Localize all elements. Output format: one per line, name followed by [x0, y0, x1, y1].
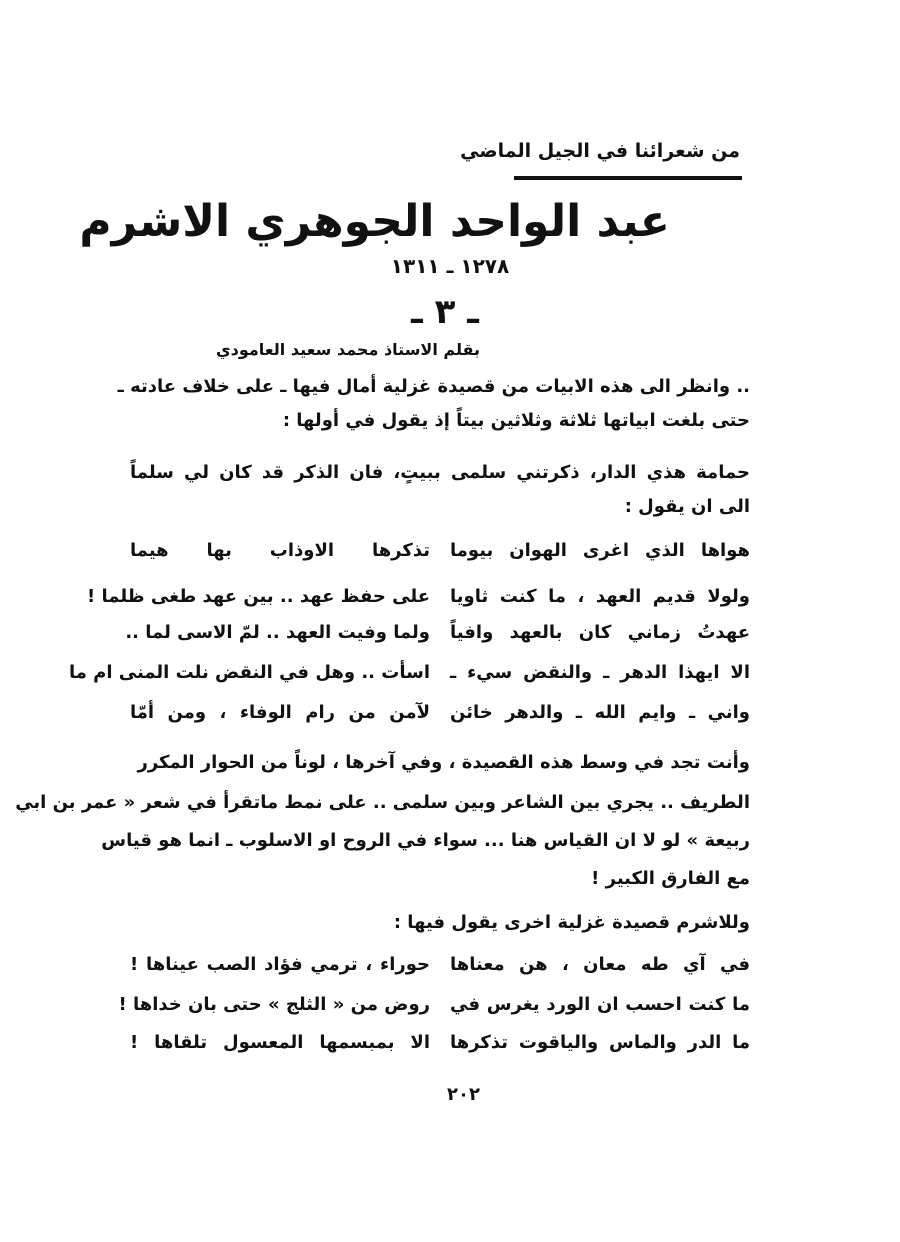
verse-row — [130, 1032, 750, 1064]
verse-first-hemistich: عهدتُ زماني كان بالعهد وافياً — [450, 622, 750, 643]
intro-line: .. وانظر الى هذه الابيات من قصيدة غزلية أمال فيها ـ على خلاف عادته ـ — [117, 376, 750, 397]
verse-first-hemistich: الا ايهذا الدهر ـ والنقض سيء ـ — [450, 662, 750, 683]
body-line: ربيعة » لو لا ان القياس هنا ... سواء في الروح او الاسلوب ـ انما هو قياس — [101, 830, 750, 851]
section-title: من شعرائنا في الجيل الماضي — [460, 140, 740, 162]
verse-second-hemistich: حوراء ، ترمي فؤاد الصب عيناها ! — [130, 954, 430, 975]
verse-row — [118, 994, 750, 1026]
verse-row — [130, 954, 750, 986]
verse-second-hemistich: اسأت .. وهل في النقض نلت المنى ام ما — [68, 662, 430, 683]
second-poem-intro: وللاشرم قصيدة غزلية اخرى يقول فيها : — [393, 912, 750, 933]
poet-years: ١٢٧٨ ـ ١٣١١ — [390, 254, 510, 278]
verse-second-hemistich: تذكرها الاوذاب بها هيما — [130, 540, 430, 561]
verse-second-hemistich: لآمن من رام الوفاء ، ومن أمّا — [130, 702, 430, 723]
verse-second-hemistich: الا بمبسمها المعسول تلقاها ! — [130, 1032, 430, 1053]
opening-verse-line: الى ان يقول : — [624, 496, 750, 517]
verse-first-hemistich: في آي طه معان ، هن معناها — [450, 954, 750, 975]
verse-first-hemistich: هواها الذي اغرى الهوان بيوما — [450, 540, 750, 561]
verse-first-hemistich: ولولا قديم العهد ، ما كنت ثاويا — [450, 586, 750, 607]
verse-row — [87, 586, 750, 618]
verse-row — [130, 702, 750, 734]
verse-row — [125, 622, 750, 654]
verse-second-hemistich: روض من « الثلج » حتى بان خداها ! — [118, 994, 430, 1015]
body-line: مع الفارق الكبير ! — [591, 868, 750, 889]
part-number: ـ ٣ ـ — [411, 292, 479, 332]
verse-row — [68, 662, 750, 694]
author-byline: بقلم الاستاذ محمد سعيد العامودي — [215, 340, 480, 359]
verse-second-hemistich: ولما وفيت العهد .. لمّ الاسى لما .. — [125, 622, 430, 643]
article-title: عبد الواحد الجوهري الاشرم — [79, 196, 670, 247]
verse-row — [130, 540, 750, 572]
section-underline — [514, 176, 742, 180]
page-number: ٢٠٢ — [447, 1084, 480, 1105]
opening-verse-line: حمامة هذي الدار، ذكرتني سلمى ببيتٍ، فان الذكر قد كان لي سلماً — [130, 462, 750, 483]
verse-first-hemistich: ما الدر والماس والياقوت تذكرها — [450, 1032, 750, 1053]
body-line: وأنت تجد في وسط هذه القصيدة ، وفي آخرها ، لوناً من الحوار المكرر — [137, 752, 750, 773]
body-line: الطريف .. يجري بين الشاعر وبين سلمى .. على نمط ماتقرأ في شعر « عمر بن ابي — [15, 792, 750, 813]
verse-first-hemistich: ما كنت احسب ان الورد يغرس في — [450, 994, 750, 1015]
verse-first-hemistich: واني ـ وايم الله ـ والدهر خائن — [450, 702, 750, 723]
intro-line: حتى بلغت ابياتها ثلاثة وثلاثين بيتاً إذ يقول في أولها : — [282, 410, 750, 431]
verse-second-hemistich: على حفظ عهد .. بين عهد طغى ظلما ! — [87, 586, 430, 607]
